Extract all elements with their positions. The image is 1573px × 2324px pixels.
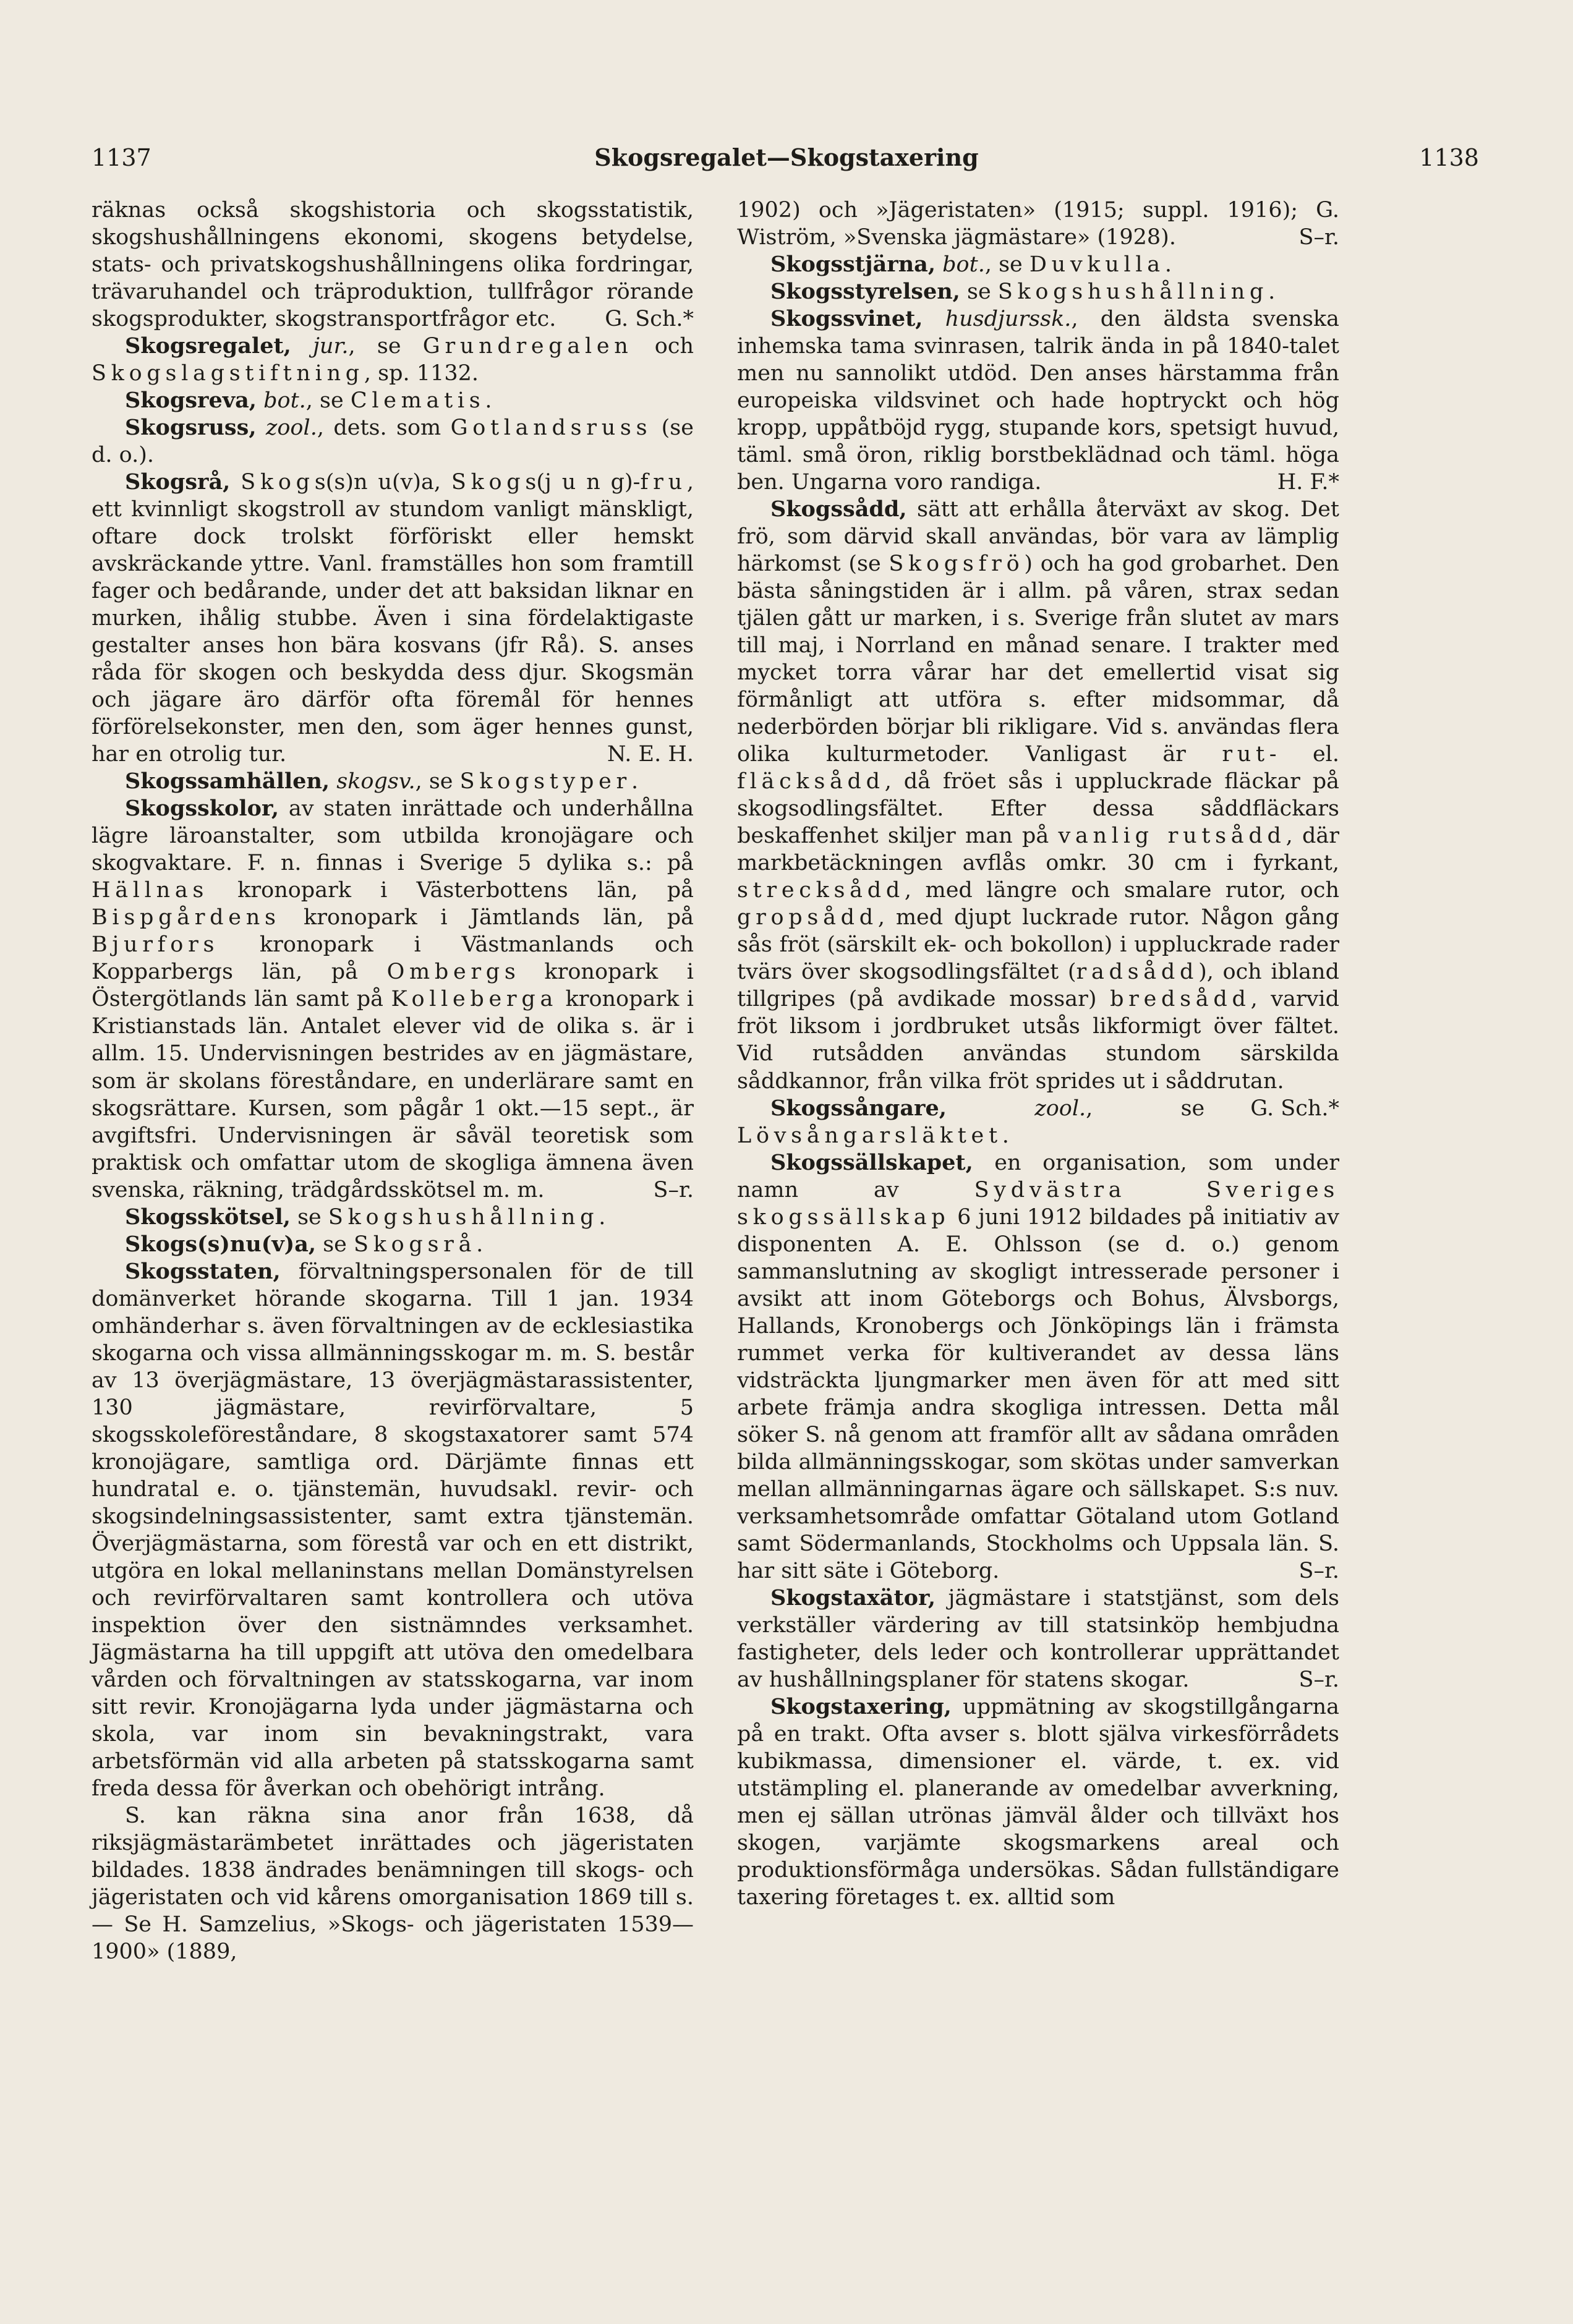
spaced-emphasis: bredsådd (1110, 987, 1251, 1012)
entry-paragraph (92, 1802, 694, 1965)
left-page-number: 1137 (92, 144, 151, 171)
entry-headword: Skogssamhällen, (125, 768, 330, 794)
domain-abbreviation: bot. (263, 388, 306, 414)
entry-text: s kronopark i Östergötlands län samt på (92, 960, 694, 1012)
entry-text: uppmätning av skogstillgångarna på en trakt. Ofta avser s. blott själva virkesförrådets kubikmassa, dimensioner el. värde, t. ex. vid utstämpling el. planerande av omedelbar avverkning, men ej sällan utrönas jämväl ålder och tillväxt hos skogen, varjämte skogsmarkens areal och produktionsförmåga undersökas. Sådan fullständigare taxering företages t. ex. alltid som (737, 1694, 1339, 1910)
entry-text: (se d. o.). (92, 415, 694, 468)
author-signature: S–r. (1298, 225, 1339, 250)
entry-text: , se (348, 334, 423, 359)
entry-paragraph (92, 469, 694, 768)
entry-text: . (631, 769, 639, 794)
spaced-emphasis: Skogshushållning (997, 279, 1269, 305)
entry-text: , då fröet sås i uppluckrade fläckar på skogsodlingsfältet. Efter dessa såddfläckars beskaffenhet skiljer man på (737, 769, 1339, 849)
entry-text: sätt att erhålla återväxt av skog. Det frö, som därvid skall användas, bör vara av lämplig härkomst (se (737, 497, 1339, 577)
entry-text: kronopark i Kristianstads län. Antalet elever vid de olika s. är i allm. 15. Undervisningen bestrides av en jägmästare, som är skolans föreståndare, en underlärare samt en skogsrättare. Kursen, som pågår 1 okt.—15 sept., är avgiftsfri. Undervisningen är såväl teoretisk som praktisk och omfattar utom de skogliga ämnena även svenska, räkning, trädgårdsskötsel m. m. (92, 987, 694, 1202)
entry-text: , med djupt luckrade rutor. Någon gång sås fröt (särskilt ek- och bokollon) i uppluckrade rader tvärs över skogsodlingsfältet ( (737, 905, 1339, 985)
author-signature: S–r. (653, 1177, 694, 1202)
entry-headword: Skogsskolor, (125, 796, 279, 822)
entry-headword: Skogsskötsel, (125, 1204, 291, 1230)
entry-text: . (1268, 279, 1276, 305)
entry-text: en organisation, som under namn av (737, 1150, 1339, 1202)
right-page-number: 1138 (1419, 144, 1479, 171)
spaced-emphasis: Omberg (386, 960, 505, 985)
entry-text (257, 415, 266, 440)
running-head-title: Skogsregalet—Skogstaxering (594, 143, 979, 171)
entry-headword: Skogstaxätor, (770, 1585, 936, 1611)
entry-text: . (476, 1232, 484, 1257)
entry-paragraph (92, 1231, 694, 1258)
spaced-emphasis: radsådd (1076, 960, 1199, 985)
entry-text: , se (305, 388, 351, 414)
spaced-emphasis: Gotlandsruss (450, 415, 652, 441)
domain-abbreviation: husdjurssk. (945, 307, 1072, 332)
spaced-emphasis: Skog (451, 470, 526, 495)
entry-text: , den äldsta svenska inhemska tama svinrasen, talrik ända in på 1840-talet men nu sannolikt utdöd. Den anses härstamma från europeiska vildsvinet och hade hoptryckt och hög kropp, uppåtböjd rygg, stupande kors, spetsigt huvud, täml. små öron, riklig borstbeklädnad och täml. höga ben. Ungarna voro randiga. (737, 307, 1339, 495)
entry-text: . (1002, 1123, 1009, 1148)
entry-text: S. kan räkna sina anor från 1638, då riksjägmästarämbetet inrättades och jägeristaten bildades. 1838 ändrades benämningen till skogs- och jägeristaten och vid kårens omorganisation 1869 till s. — Se H. Samzelius, »Skogs- och jägeristaten 1539—1900» (1889, (92, 1803, 694, 1964)
entry-text: kronopark i Västerbottens län, på (208, 878, 694, 903)
domain-abbreviation: skogsv. (336, 769, 416, 794)
entry-headword: Skogsstyrelsen, (770, 279, 960, 305)
author-signature: G. Sch.* (605, 307, 694, 332)
entry-paragraph (92, 1204, 694, 1231)
entry-text: ), och ibland tillgripes (på avdikade mossar) (737, 960, 1339, 1012)
entry-paragraph (92, 414, 694, 469)
entry-headword: Skogsregalet, (125, 333, 291, 359)
entry-text: , dets. som (317, 415, 451, 441)
entry-text: och (633, 334, 694, 359)
entry-text: s(j u n g)- (525, 470, 641, 495)
spaced-emphasis: Skog (241, 470, 315, 495)
entry-text: - el. (1269, 742, 1339, 767)
entry-paragraph (737, 305, 1339, 496)
entry-text: . (1164, 252, 1172, 278)
entry-headword: Skogssvinet, (770, 306, 923, 332)
entry-text: jägmästare i statstjänst, som dels verkställer värdering av till statsinköp hembjudna fastigheter, dels leder och kontrollerar upprättandet av hushållningsplaner för statens skogar. (737, 1585, 1339, 1692)
entry-text (257, 388, 263, 413)
spaced-emphasis: Kolleberga (391, 987, 558, 1012)
entry-text: , se (984, 252, 1029, 278)
entry-text: se (316, 1232, 354, 1257)
entry-headword: Skogsstjärna, (770, 252, 936, 278)
entry-paragraph (737, 278, 1339, 305)
author-signature: N. E. H. (607, 742, 694, 767)
spaced-emphasis: Skogsrå (354, 1232, 477, 1257)
entry-text: se (960, 279, 998, 305)
spaced-emphasis: Skogslagstiftning (92, 361, 364, 386)
entry-headword: Skogssällskapet, (770, 1149, 973, 1175)
entry-paragraph (737, 197, 1339, 251)
domain-abbreviation: zool. (1034, 1096, 1086, 1121)
domain-abbreviation: zool. (265, 415, 317, 441)
spaced-emphasis: Sydvästra Sveriges skogssällskap (737, 1177, 1339, 1230)
spaced-emphasis: gropsådd (737, 905, 878, 930)
entry-paragraph (737, 251, 1339, 278)
entry-text: , med längre och smalare rutor, och (904, 878, 1339, 903)
entry-text: , ett kvinnligt skogstroll av stundom vanligt mänskligt, oftare dock trolskt förföriskt eller hemskt avskräckande yttre. Vanl. framställes hon som framtill fager och bedårande, under det att baksidan liknar en murken, ihålig stubbe. Även i sina fördelaktigaste gestalter anses hon bära kosvans (jfr Rå). S. anses råda för skogen och beskydda dess djur. Skogsmän och jägare äro därför ofta föremål för hennes förförelsekonster, men den, som äger hennes gunst, har en otrolig tur. (92, 470, 694, 767)
entry-headword: Skogsrå, (125, 469, 231, 495)
entry-text (923, 307, 945, 331)
spaced-emphasis: Clematis (350, 388, 485, 414)
entry-headword: Skogsreva, (125, 388, 257, 414)
spaced-emphasis: Bispgårdens (92, 905, 281, 930)
entry-text: kronopark i Jämtlands län, på (280, 905, 694, 930)
spaced-emphasis: strecksådd (737, 878, 905, 903)
spaced-emphasis: Skogsfrö (889, 551, 1025, 577)
entry-paragraph (92, 333, 694, 387)
spaced-emphasis: Duvkulla (1029, 252, 1165, 278)
entry-text: se (290, 1204, 328, 1230)
spaced-emphasis: Hällnas (92, 878, 209, 903)
right-text-column (737, 197, 1339, 1911)
entry-text: , se (415, 769, 460, 794)
spaced-emphasis: vanlig rutsådd (1058, 824, 1286, 849)
domain-abbreviation: bot. (942, 252, 985, 278)
entry-text: s(s)n u(v)a, (314, 470, 451, 495)
entry-text (230, 470, 241, 495)
spaced-emphasis: Lövsångarsläktet (737, 1123, 1002, 1148)
entry-text: . (485, 388, 492, 414)
entry-headword: Skogs(s)nu(v)a, (125, 1231, 317, 1257)
entry-text: ) och ha god grobarhet. Den bästa såningstiden är i allm. på våren, strax sedan tjälen gått ur marken, i s. Sverige från slutet av mars till maj, i Norrland en månad senare. I trakter med mycket torra vårar har det emellertid visat sig förmånligt att utföra s. efter midsommar, då nederbörden börjar bli rikligare. Vid s. användas flera olika kulturmetoder. Vanligast är (737, 551, 1339, 767)
entry-text: räknas också skogshistoria och skogsstatistik, skogshushållningens ekonomi, skogens betydelse, stats- och privatskogshushållningens olika fordringar, trävaruhandel och träproduktion, tullfrågor rörande skogsprodukter, skogstransportfrågor etc. (92, 198, 694, 332)
author-signature: S–r. (1298, 1667, 1339, 1692)
entry-text: , där markbetäckningen avflås omkr. 30 cm i fyrkant, (737, 824, 1339, 876)
entry-paragraph (92, 1258, 694, 1802)
spaced-emphasis: Skogshushållning (328, 1204, 599, 1230)
spaced-emphasis: Skogstyper (459, 769, 631, 794)
entry-text: , se (1086, 1096, 1205, 1121)
spaced-emphasis: rut (1222, 742, 1269, 767)
left-text-column (92, 197, 694, 1965)
author-signature: S–r. (1298, 1558, 1339, 1583)
entry-text: , sp. 1132. (364, 361, 479, 386)
domain-abbreviation: jur. (313, 334, 349, 359)
entry-text: . (599, 1204, 606, 1230)
entry-paragraph (737, 1149, 1339, 1585)
author-signature: G. Sch.* (1250, 1096, 1339, 1121)
entry-text: 1902) och »Jägeristaten» (1915; suppl. 1916); G. Wiström, »Svenska jägmästare» (1928). (737, 198, 1339, 250)
entry-headword: Skogsruss, (125, 415, 257, 441)
entry-headword: Skogssångare, (770, 1095, 947, 1121)
entry-paragraph (92, 387, 694, 414)
author-signature: H. F.* (1277, 470, 1339, 495)
entry-text: , varvid fröt liksom i jordbruket utsås likformigt över fältet. Vid rutsådden användas stundom särskilda såddkannor, från vilka fröt sprides ut i såddrutan. (737, 987, 1339, 1094)
entry-text (330, 769, 336, 794)
entry-text: av staten inrättade och underhållna lägre läroanstalter, som utbilda kronojägare och skogvaktare. F. n. finnas i Sverige 5 dylika s.: på (92, 796, 694, 876)
entry-text (936, 252, 942, 277)
spaced-emphasis: fläcksådd (737, 769, 885, 794)
entry-text: förvaltningspersonalen för de till domänverket hörande skogarna. Till 1 jan. 1934 omhänderhar s. även förvaltningen av de ecklesiastika skogarna och vissa allmänningsskogar m. m. S. består av 13 överjägmästare, 13 överjägmästarassistenter, 130 jägmästare, revirförvaltare, 5 skogsskoleföreståndare, 8 skogstaxatorer samt 574 kronojägare, samtliga ord. Därjämte finnas ett hundratal e. o. tjänstemän, huvudsakl. revir- och skogsindelningsassistenter, samt extra tjänstemän. Överjägmästarna, som förestå var och en ett distrikt, utgöra en lokal mellaninstans mellan Domänstyrelsen och revirförvaltaren samt kontrollera och utöva inspektion över den sistnämndes verksamhet. Jägmästarna ha till uppgift att utöva den omedelbara vården och förvaltningen av statsskogarna, var inom sitt revir. Kronojägarna lyda under jägmästarna och skola, var inom sin bevakningstrakt, vara arbetsförmän vid alla arbeten på statsskogarna samt freda dessa för åverkan och obehörigt intrång. (92, 1259, 694, 1801)
entry-paragraph (92, 768, 694, 795)
spaced-emphasis: fru (640, 470, 687, 495)
entry-paragraph (92, 795, 694, 1203)
entry-text: 6 juni 1912 bildades på initiativ av disponenten A. E. Ohlsson (se d. o.) genom sammanslutning av skogligt intresserade personer i avsikt att inom Göteborgs och Bohus, Älvsborgs, Hallands, Kronobergs och Jönköpings län i främsta rummet verka för kultiverandet av dessa läns vidsträckta ljungmarker men även för att med sitt arbete främja andra skogliga intressen. Detta mål söker S. nå genom att framför allt av sådana områden bilda allmänningsskogar, som skötas under samverkan mellan allmänningarnas ägare och sällskapet. S:s nuv. verksamhetsområde omfattar Götaland utom Gotland samt Södermanlands, Stockholms och Uppsala län. S. har sitt säte i Göteborg. (737, 1204, 1339, 1583)
entry-headword: Skogstaxering, (770, 1693, 952, 1719)
entry-text (947, 1096, 1034, 1121)
entry-text: kronopark i Västmanlands och Kopparbergs län, på (92, 932, 694, 985)
entry-paragraph (737, 1693, 1339, 1911)
entry-headword: Skogsstaten, (125, 1258, 281, 1284)
spaced-emphasis: Grundregalen (422, 334, 633, 359)
spaced-emphasis: Bjurfors (92, 932, 220, 958)
entry-headword: Skogssådd, (770, 496, 907, 522)
entry-paragraph (92, 197, 694, 333)
entry-paragraph (737, 1585, 1339, 1693)
entry-text (291, 334, 313, 359)
